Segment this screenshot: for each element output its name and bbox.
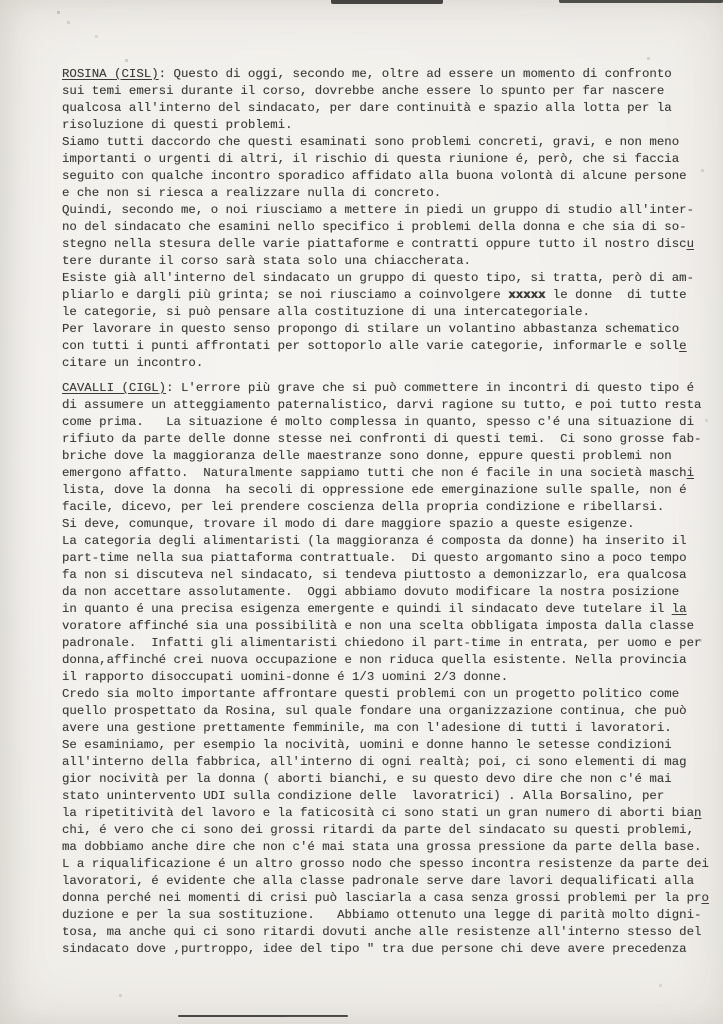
text-line: donna perché nei momenti di crisi può lasciarla a casa senza grossi problemi per la pro (62, 891, 709, 905)
top-edge-strip-left (331, 0, 443, 4)
text-line: La categoria degli alimentaristi (la maggioranza é composta da donne) ha inserito il (62, 534, 687, 548)
text-line: stato unintervento UDI sulla condizione delle lavoratrici) . Alla Borsalino, per (62, 789, 665, 803)
text-line: chi, é vero che ci sono dei grossi ritardi da parte del sindacato su questi problemi, (62, 823, 695, 837)
text-line: sindacato dove ,purtroppo, idee del tipo " tra due persone chi deve avere precedenza (62, 942, 687, 956)
text-line: tosa, ma anche qui ci sono ritardi dovuti anche alle resistenze all'interno stesso del (62, 925, 702, 939)
text-line: Quindi, secondo me, o noi riusciamo a mettere in piedi un gruppo di studio all'inter- (62, 203, 695, 217)
text-line: come prima. La situazione é molto complessa in quanto, spesso c'é una situazione di (62, 415, 695, 429)
text-line: part-time nella sua piattaforma contrattuale. Di questo argomanto sino a poco tempo (62, 551, 687, 565)
top-edge-strip-right (559, 0, 723, 3)
speech-cavalli (62, 380, 722, 958)
text-line: voratore affinché sia una possibilità e non una scelta obbligata imposta dalla classe (62, 619, 695, 633)
transcript (62, 66, 722, 958)
text-line: padronale. Infatti gli alimentaristi chiedono il part-time in entrata, per uomo e per (62, 636, 702, 650)
text-line: Si deve, comunque, trovare il modo di dare maggiore spazio a queste esigenze. (62, 517, 635, 531)
text-line: seguito con qualche incontro sporadico affidato alla buona volontà di alcune persone (62, 169, 687, 183)
text-line: quello prospettato da Rosina, sul quale fondare una organizzazione continua, che può (62, 704, 687, 718)
text-line: le categorie, si può pensare alla costituzione di una intercategoriale. (62, 305, 590, 319)
text-line: pliarlo e dargli più grinta; se noi riusciamo a coinvolgere xxxxx le donne di tutte (62, 288, 687, 302)
text-line: con tutti i punti affrontati per sottoporlo alle varie categorie, informarle e solle (62, 339, 687, 353)
text-line: ma dobbiamo anche dire che non c'é mai stata una grossa pressione da parte della base. (62, 840, 702, 854)
text-line: qualcosa all'interno del sindacato, per dare continuità e spazio alla lotta per la (62, 101, 672, 115)
text-line: donna,affinché crei nuova occupazione e non riduca quella esistente. Nella provincia (62, 653, 687, 667)
text-line: Per lavorare in questo senso propongo di stilare un volantino abbastanza schematico (62, 322, 680, 336)
text-line: fa non si discuteva nel sindacato, si tendeva piuttosto a demonizzarlo, era qualcosa (62, 568, 687, 582)
text-line: lavoratori, é evidente che alla classe padronale serve dare lavori dequalificati alla (62, 874, 695, 888)
text-line: rifiuto da parte delle donne stesse nei confronti di questi temi. Ci sono grosse fab- (62, 432, 702, 446)
text-line: Credo sia molto importante affrontare questi problemi con un progetto politico come (62, 687, 680, 701)
text-line: importanti o urgenti di altri, il rischio di questa riunione é, però, che si faccia (62, 152, 680, 166)
text-line: no del sindacato che esamini nello specifico i problemi della donna e che sia di so- (62, 220, 687, 234)
text-line: risoluzione di questi problemi. (62, 118, 293, 132)
text-line: sui temi emersi durante il corso, dovrebbe anche essere lo spunto per far nascere (62, 84, 665, 98)
text-line: gior nocività per la donna ( aborti bianchi, e su questo devo dire che non c'é mai (62, 772, 672, 786)
text-line: la ripetitività del lavoro e la faticosità ci sono stati un gran numero di aborti bian (62, 806, 702, 820)
text-line: il rapporto disoccupati uomini-donne é 1/3 uomini 2/3 donne. (62, 670, 509, 684)
bottom-pencil-line-faint (286, 1016, 346, 1017)
text-line: di assumere un atteggiamento paternalistico, darvi ragione su tutto, e poi tutto resta (62, 398, 702, 412)
text-line: L a riqualificazione é un altro grosso nodo che spesso incontra resistenze da parte dei (62, 857, 709, 871)
text-line: citare un incontro. (62, 356, 204, 370)
text-line: da non accettare assolutamente. Oggi abbiamo dovuto modificare la nostra posizione (62, 585, 680, 599)
text-line: Esiste già all'interno del sindacato un gruppo di questo tipo, si tratta, però di am- (62, 271, 695, 285)
text-line: in quanto é una precisa esigenza emergente e quindi il sindacato deve tutelare il la (62, 602, 687, 616)
text-line: tere durante il corso sarà stata solo una chiaccherata. (62, 254, 471, 268)
speech-rosina (62, 66, 722, 372)
text-line: duzione e per la sua sostituzione. Abbiamo ottenuto una legge di parità molto digni- (62, 908, 702, 922)
scan-noise-speckles (0, 0, 1, 1)
text-line: Siamo tutti daccordo che questi esaminati sono problemi concreti, gravi, e non meno (62, 135, 680, 149)
text-line: all'interno della fabbrica, all'interno di ogni realtà; poi, ci sono elementi di mag (62, 755, 687, 769)
text-line: emergono affatto. Naturalmente sappiamo tutti che non é facile in una società maschi (62, 466, 695, 480)
text-line: facile, dicevo, per lei prendere coscienza della propria condizione e ribellarsi. (62, 500, 665, 514)
text-line: ROSINA (CISL): Questo di oggi, secondo me, oltre ad essere un momento di confronto (62, 67, 672, 81)
text-line: Se esaminiamo, per esempio la nocività, uomini e donne hanno le setesse condizioni (62, 738, 672, 752)
text-line: briche dove la maggioranza delle maestranze sono donne, eppure questi problemi non (62, 449, 672, 463)
text-line: e che non si riesca a realizzare nulla di concreto. (62, 186, 442, 200)
text-line: CAVALLI (CIGL): L'errore più grave che si può commettere in incontri di questo tipo é (62, 381, 695, 395)
text-line: avere una gestione prettamente femminile, ma con l'adesione di tutti i lavoratori. (62, 721, 672, 735)
text-line: stegno nella stesura delle varie piattaforme e contratti oppure tutto il nostro discu (62, 237, 695, 251)
text-line: lista, dove la donna ha secoli di oppressione ede emerginazione sulle spalle, non é (62, 483, 687, 497)
